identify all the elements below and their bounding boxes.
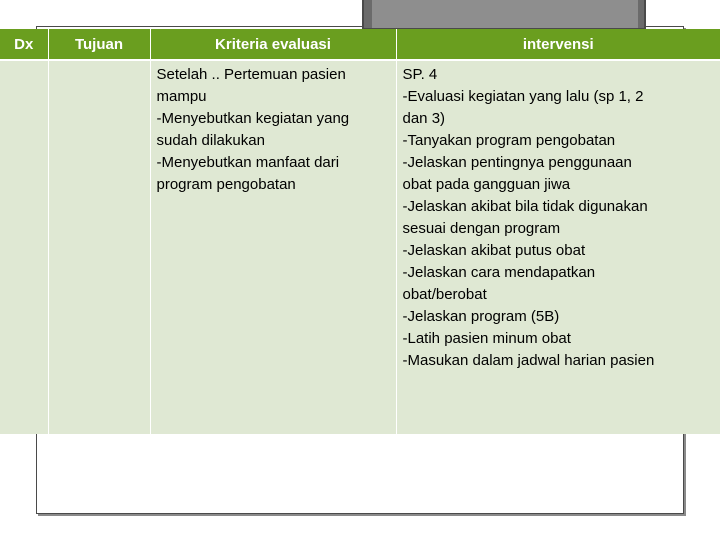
table-header-row [0,29,720,60]
table-row [0,60,720,434]
intervention-table [0,29,720,434]
cell-intervensi: SP. 4 -Evaluasi kegiatan yang lalu (sp 1, 2 dan 3) -Tanyakan program pengobatan -Jelaskan pentingnya penggunaan obat pada gangguan jiwa -Jelaskan akibat bila tidak digunakan sesuai dengan program -Jelaskan akibat putus obat -Jelaskan cara mendapatkan obat/berobat -Jelaskan program (5B) -Latih pasien minum obat -Masukan dalam jadwal harian pasien [396,60,720,434]
header-tujuan: Tujuan [48,29,150,60]
header-kriteria: Kriteria evaluasi [150,29,396,60]
header-dx: Dx [0,29,48,60]
cell-dx [0,60,48,434]
header-intervensi: intervensi [396,29,720,60]
cell-kriteria: Setelah .. Pertemuan pasien mampu -Menyebutkan kegiatan yang sudah dilakukan -Menyebutkan manfaat dari program pengobatan [150,60,396,434]
top-tab-inner [372,0,638,28]
cell-tujuan [48,60,150,434]
